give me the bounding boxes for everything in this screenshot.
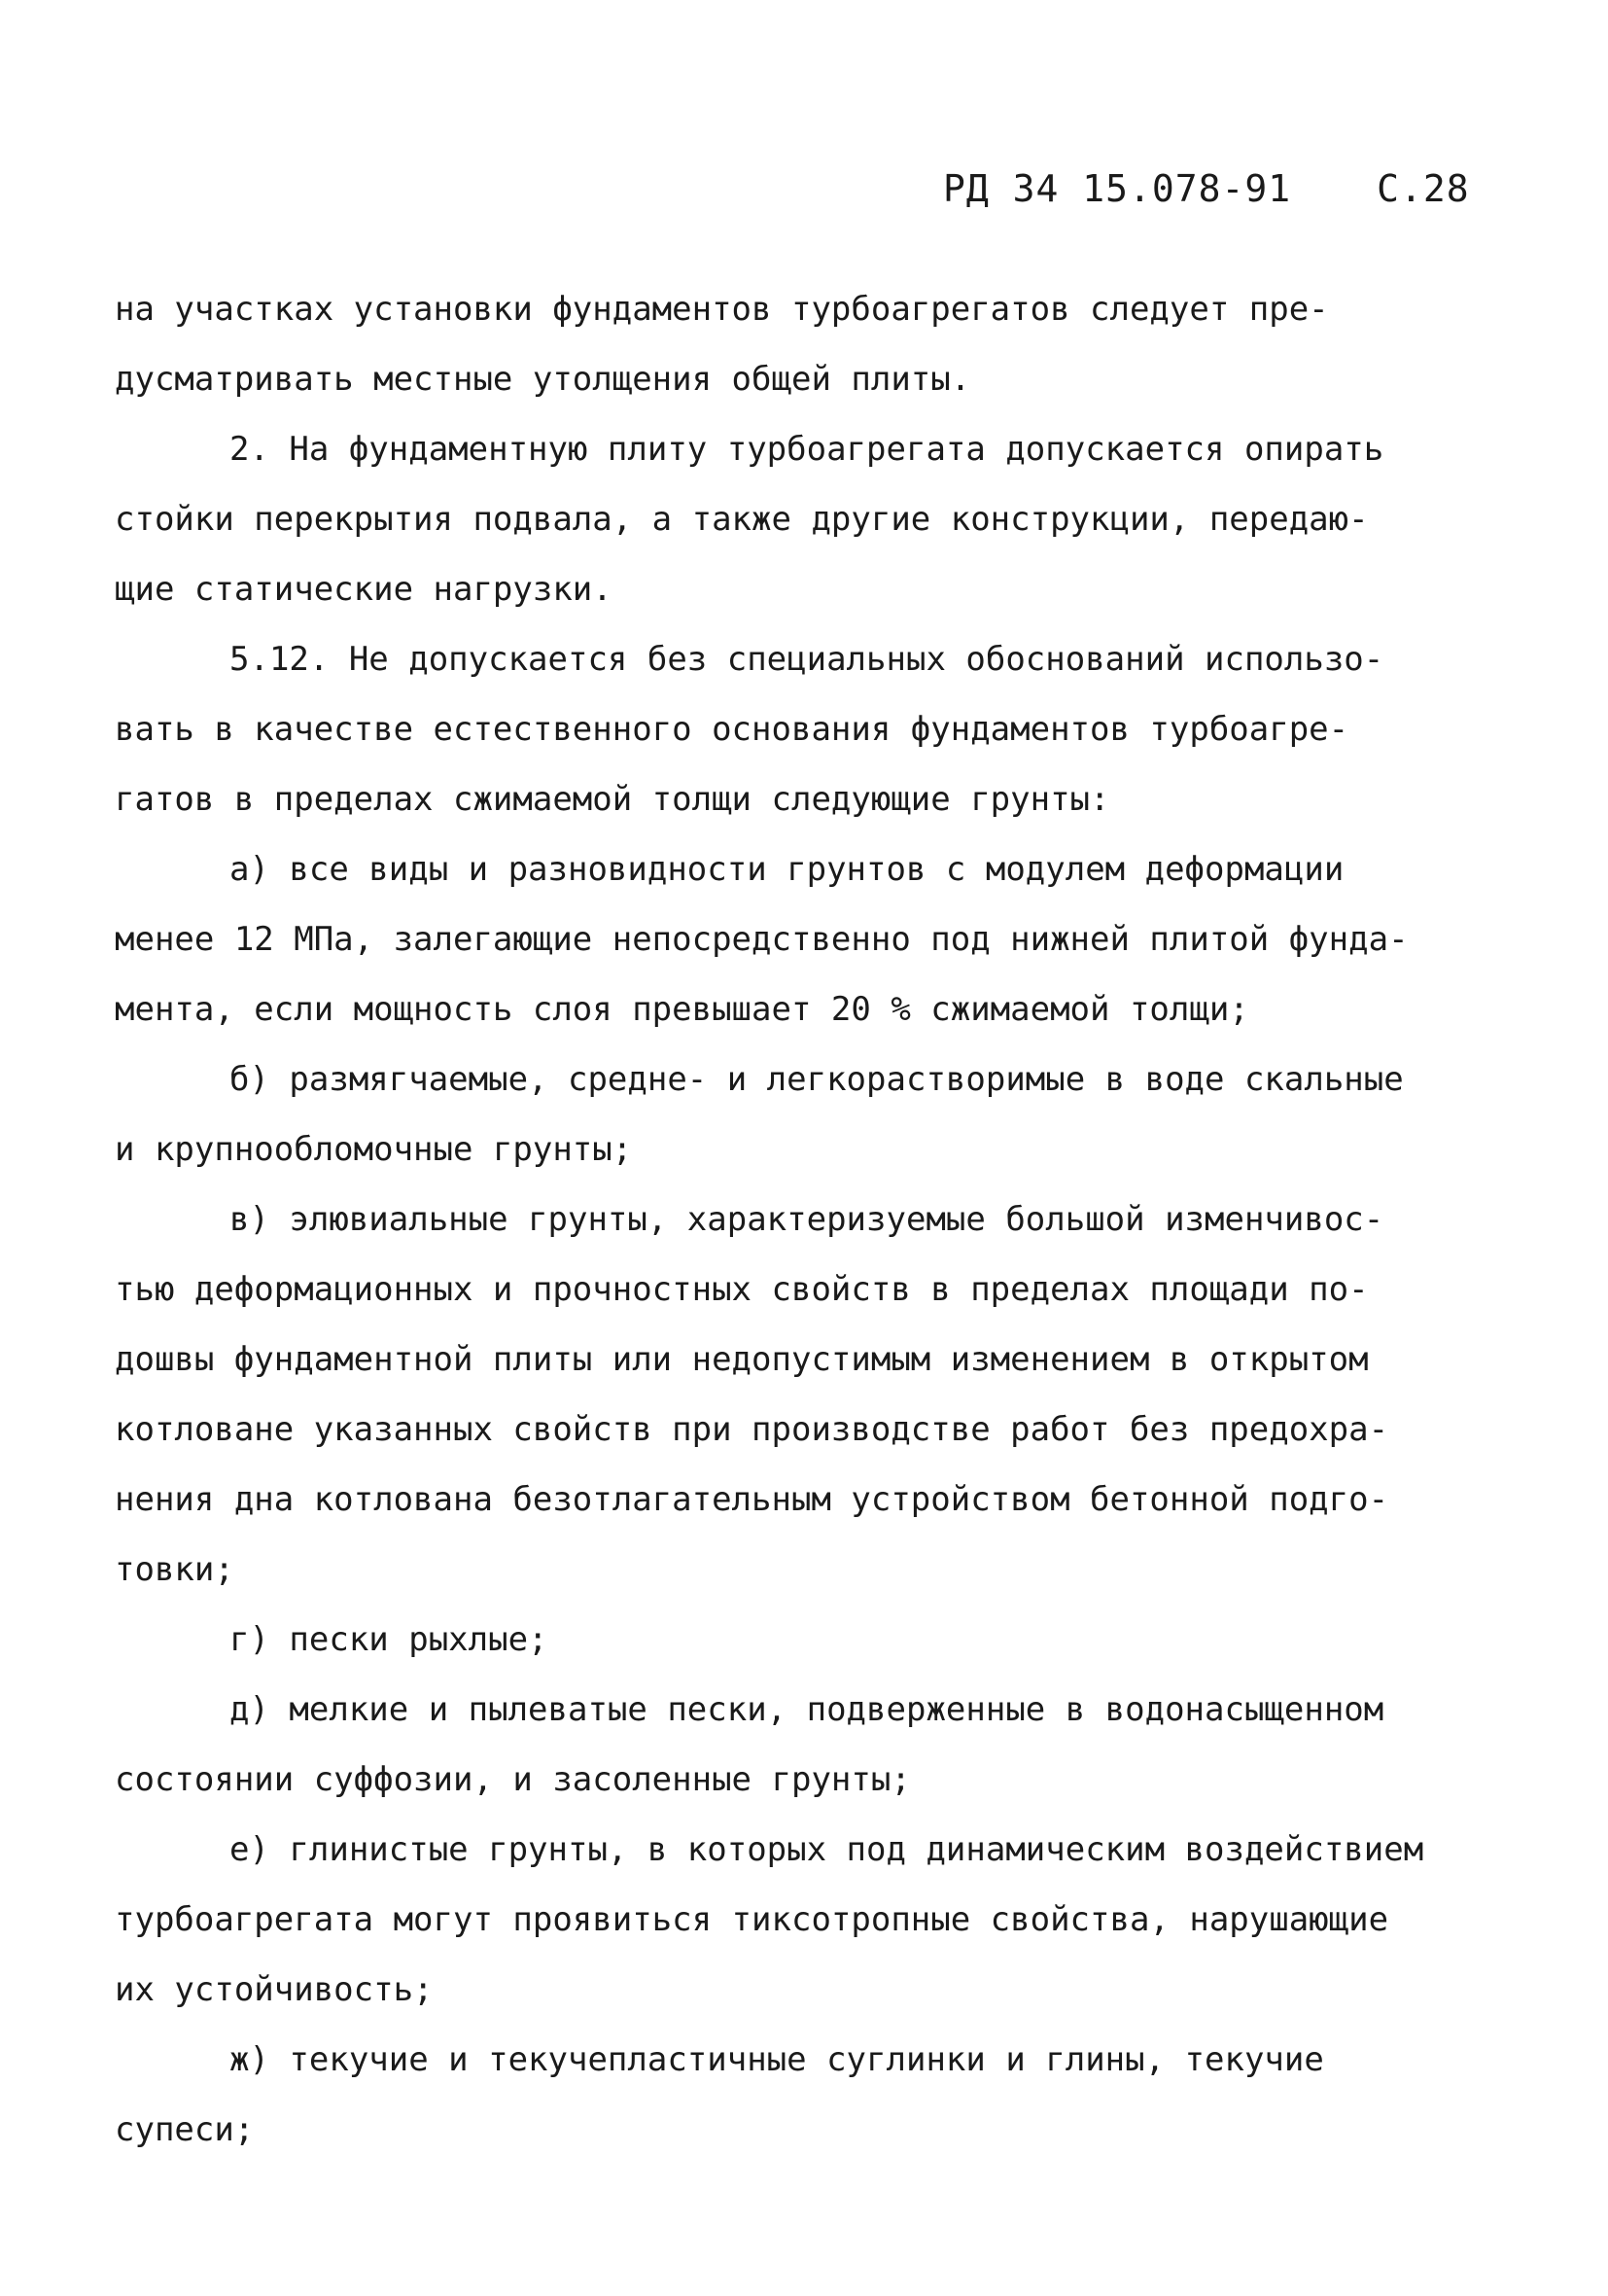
text-line: в) элювиальные грунты, характеризуемые большой изменчивос-	[229, 1200, 1384, 1239]
text-line: товки;	[115, 1550, 234, 1589]
text-line: ж) текучие и текучепластичные суглинки и глины, текучие	[229, 2040, 1324, 2079]
text-line: б) размягчаемые, средне- и легкорастворимые в воде скальные	[229, 1060, 1404, 1099]
text-line: гатов в пределах сжимаемой толщи следующие грунты:	[115, 780, 1110, 819]
text-line: дусматривать местные утолщения общей плиты.	[115, 360, 971, 399]
text-line: мента, если мощность слоя превышает 20 % сжимаемой толщи;	[115, 990, 1249, 1029]
text-line: вать в качестве естественного основания фундаментов турбоагре-	[115, 710, 1349, 749]
text-line: состоянии суффозии, и засоленные грунты;	[115, 1760, 911, 1799]
text-line: нения дна котлована безотлагательным устройством бетонной подго-	[115, 1480, 1389, 1519]
text-line: и крупнообломочные грунты;	[115, 1130, 633, 1169]
text-line: д) мелкие и пылеватые пески, подверженные в водонасыщенном	[229, 1690, 1384, 1729]
text-line: стойки перекрытия подвала, а также другие конструкции, передаю-	[115, 500, 1369, 539]
text-line: супеси;	[115, 2110, 255, 2149]
text-line: котловане указанных свойств при производстве работ без предохра-	[115, 1410, 1389, 1449]
text-line: 5.12. Не допускается без специальных обоснований использо-	[229, 640, 1384, 679]
text-line: на участках установки фундаментов турбоагрегатов следует пре-	[115, 290, 1329, 329]
text-line: е) глинистые грунты, в которых под динамическим воздействием	[229, 1830, 1424, 1869]
text-line: а) все виды и разновидности грунтов с модулем деформации	[229, 850, 1345, 889]
text-line: щие статические нагрузки.	[115, 570, 612, 609]
text-line: г) пески рыхлые;	[229, 1620, 548, 1659]
text-line: их устойчивость;	[115, 1970, 434, 2009]
page-header	[943, 167, 1487, 210]
text-line: 2. На фундаментную плиту турбоагрегата допускается опирать	[229, 430, 1384, 469]
text-line: менее 12 МПа, залегающие непосредственно под нижней плитой фунда-	[115, 920, 1409, 959]
document-body	[115, 274, 1515, 2165]
page-number: С.28	[1377, 167, 1470, 210]
document-number: РД 34 15.078-91	[943, 167, 1292, 210]
text-line: дошвы фундаментной плиты или недопустимым изменением в открытом	[115, 1340, 1369, 1379]
text-line: тью деформационных и прочностных свойств в пределах площади по-	[115, 1270, 1369, 1309]
text-line: турбоагрегата могут проявиться тиксотропные свойства, нарушающие	[115, 1900, 1389, 1939]
